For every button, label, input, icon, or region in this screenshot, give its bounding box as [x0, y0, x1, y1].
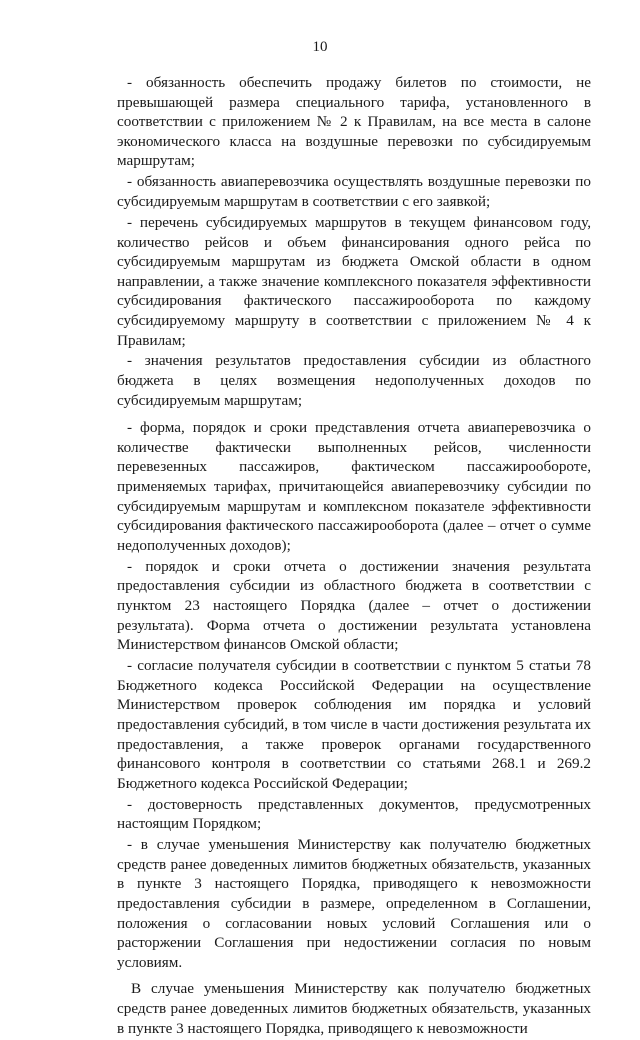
paragraph-inspection-consent: - согласие получателя субсидии в соответствии с пунктом 5 статьи 78 Бюджетного кодекса Российской Федерации на осуществление Министерством проверок соблюдения им порядка и условий предоставления субсидий, в том числе в части достижения результата их предоставления, а также проверок органами государственного финансового контроля в соответствии со статьями 268.1 и 269.2 Бюджетного кодекса Российской Федерации;	[117, 657, 591, 792]
document-body	[117, 73, 591, 1040]
paragraph-result-values: - значения результатов предоставления субсидии из областного бюджета в целях возмещения недополученных доходов по субсидируемым маршрутам;	[117, 352, 591, 409]
paragraph-limit-reduction: - в случае уменьшения Министерству как получателю бюджетных средств ранее доведенных лимитов бюджетных обязательств, указанных в пункте 3 настоящего Порядка, приводящего к невозможности предоставления субсидии в размере, определенном в Соглашении, положения о согласовании новых условий Соглашения или о расторжении Соглашения при недостижении согласия по новым условиям.	[117, 836, 591, 971]
paragraph-report-form: - форма, порядок и сроки представления отчета авиаперевозчика о количестве фактически выполненных рейсов, численности перевезенных пассажиров, фактическом пассажирообороте, применяемых тарифах, причитающейся авиаперевозчику субсидии по субсидируемым маршрутам и комплексном показателе эффективности субсидирования фактического пассажирооборота (далее – отчет о сумме недополученных доходов);	[117, 419, 591, 554]
paragraph-carrier-obligation: - обязанность авиаперевозчика осуществлять воздушные перевозки по субсидируемым маршрутам в соответствии с его заявкой;	[117, 173, 591, 210]
paragraph-ticket-price-obligation: - обязанность обеспечить продажу билетов по стоимости, не превышающей размера специального тарифа, установленного в соответствии с приложением № 2 к Правилам, на все места в салоне экономического класса на воздушные перевозки по субсидируемым маршрутам;	[117, 74, 591, 170]
paragraph-result-report: - порядок и сроки отчета о достижении значения результата предоставления субсидии из областного бюджета в соответствии с пунктом 23 настоящего Порядка (далее – отчет о достижении результата). Форма отчета о достижении результата установлена Министерством финансов Омской области;	[117, 557, 591, 654]
paragraph-route-list: - перечень субсидируемых маршрутов в текущем финансовом году, количество рейсов и объем финансирования одного рейса по субсидируемым маршрутам из бюджета Омской области в одном направлении, а также значение комплексного показателя эффективности субсидирования фактического пассажирооборота по каждому субсидируемому маршруту в соответствии с приложением № 4 к Правилам;	[117, 213, 591, 349]
paragraph-limit-reduction-continued: В случае уменьшения Министерству как получателю бюджетных средств ранее доведенных лимитов бюджетных обязательств, указанных в пункте 3 настоящего Порядка, приводящего к невозможности	[117, 980, 591, 1037]
paragraph-document-accuracy: - достоверность представленных документов, предусмотренных настоящим Порядком;	[117, 795, 591, 833]
page-number: 10	[312, 39, 328, 55]
